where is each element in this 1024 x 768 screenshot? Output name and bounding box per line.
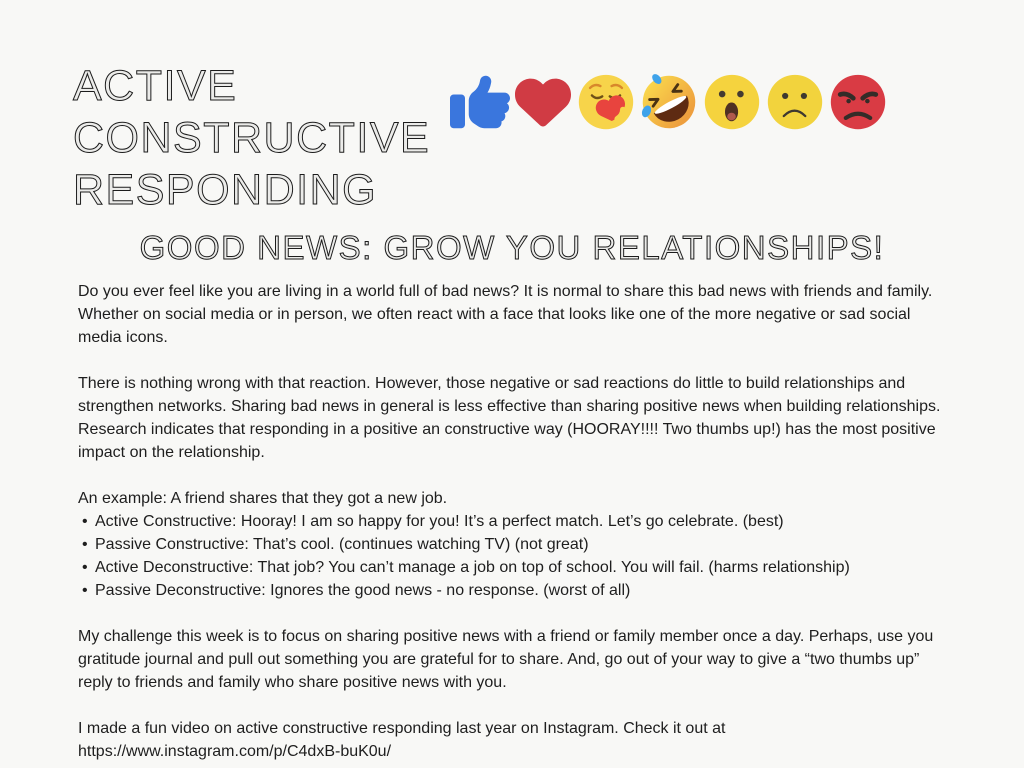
heart-icon <box>513 72 573 132</box>
page-title-line-2: CONSTRUCTIVE <box>73 114 431 162</box>
page-title-line-1: ACTIVE <box>73 62 238 110</box>
paragraph-bad-news: Do you ever feel like you are living in a world full of bad news? It is normal to share this bad news with friends and family. Whether on social media or in person, we often react with a face that looks like one of the more negative or sad social media icons. <box>78 283 933 346</box>
angry-emoji-icon <box>828 72 888 132</box>
example-list <box>78 510 948 602</box>
video-text: I made a fun video on active constructive responding last year on Instagram. Check it out at <box>78 720 726 737</box>
list-item-passive-constructive: • Passive Constructive: That’s cool. (continues watching TV) (not great) <box>81 533 948 556</box>
body-text <box>78 280 948 763</box>
list-item-active-constructive: • Active Constructive: Hooray! I am so happy for you! It’s a perfect match. Let’s go celebrate. (best) <box>81 510 948 533</box>
subtitle: GOOD NEWS: GROW YOU RELATIONSHIPS! <box>139 229 885 266</box>
paragraph-video <box>78 717 948 763</box>
thumbs-up-like-icon <box>450 72 510 132</box>
example-intro: An example: A friend shares that they got a new job. <box>78 490 448 507</box>
list-item-active-deconstructive: • Active Deconstructive: That job? You can’t manage a job on top of school. You will fail. (harms relationship) <box>81 556 948 579</box>
reaction-icons-row <box>450 72 888 132</box>
sad-frown-emoji-icon <box>765 72 825 132</box>
paragraph-challenge: My challenge this week is to focus on sharing positive news with a friend or family member once a day. Perhaps, use you gratitude journal and pull out something you are grateful for to share. And, go out of your way to give a “two thumbs up” reply to friends and family who share positive news with you. <box>78 628 934 691</box>
instagram-url[interactable]: https://www.instagram.com/p/C4dxB-buK0u/ <box>78 743 392 760</box>
wow-surprised-emoji-icon <box>702 72 762 132</box>
list-item-passive-deconstructive: • Passive Deconstructive: Ignores the good news - no response. (worst of all) <box>81 579 948 602</box>
laughing-rofl-emoji-icon <box>639 72 699 132</box>
care-hug-emoji-icon <box>576 72 636 132</box>
paragraph-reactions: There is nothing wrong with that reaction. However, those negative or sad reactions do little to build relationships and strengthen networks. Sharing bad news in general is less effective than sharing positive news when building relationships. Research indicates that responding in a positive an constructive way (HOORAY!!!! Two thumbs up!) has the most positive impact on the relationship. <box>78 375 941 461</box>
page-title-line-3: RESPONDING <box>73 166 378 214</box>
page-title <box>73 60 430 216</box>
